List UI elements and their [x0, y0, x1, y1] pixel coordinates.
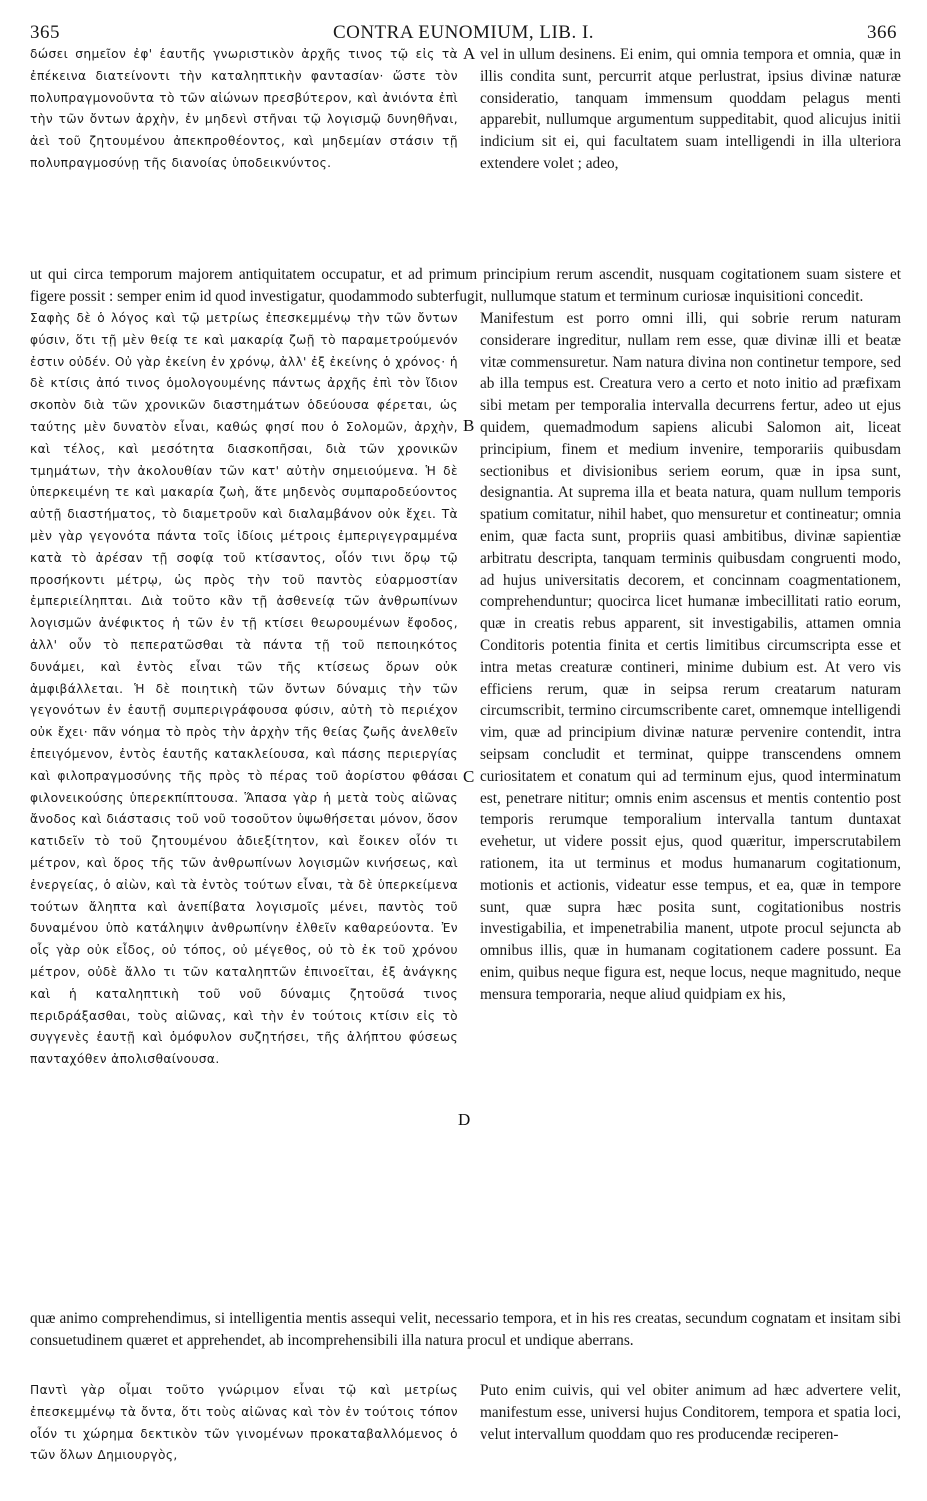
latin-column: vel in ullum desinens. Ei enim, qui omnia tempora et omnia, quæ in illis condita sunt, percurrit atque perlustrat, ipsius divinæ naturæ consideratio, tanquam immensum quoddam pelagus menti apparebit, nullumque argumentum suppeditabit, quod alicujus initii indicium sit ei, qui facultatem suam intelligendi in illa ulteriora extendere volet ; adeo, [480, 46, 901, 172]
margin-letter-a: A [463, 44, 476, 63]
running-title: CONTRA EUNOMIUM, LIB. I. [332, 22, 595, 43]
parallel-block-1 [30, 44, 901, 264]
parallel-block-3 [30, 1380, 901, 1490]
greek-column: Παντὶ γὰρ οἶμαι τοῦτο γνώριμον εἶναι τῷ καὶ μετρίως ἐπεσκεμμένῳ τὰ ὄντα, ὅτι τοὺς αἰῶνας καὶ τὸν ἐν τούτοις τόπον οἷόν τι χώρημα δεκτικὸν τῶν γινομένων προκαταβαλλόμενος ὁ τῶν ὅλων Δημιουργὸς, [30, 1383, 458, 1463]
greek-column: δώσει σημεῖον ἐφ' ἑαυτῆς γνωριστικὸν ἀρχῆς τινος τῷ εἰς τὰ ἐπέκεινα διατείνοντι τὴν καταληπτικὴν φαντασίαν· ὥστε τὸν πολυπραγμονοῦντα τὸ τῶν αἰώνων πρεσβύτερον, καὶ ἀνιόντα ἐπὶ τὴν τῶν ὄντων ἀρχὴν, ἐν μηδενὶ στῆναι τῷ λογισμῷ δυνηθῆναι, ἀεὶ τοῦ ζητουμένου ἀπεκπροθέοντος, καὶ μηδεμίαν στάσιν τῇ πολυπραγμοσύνῃ τῆς διανοίας ὑποδεικνύντος. [30, 47, 458, 170]
full-width-paragraph-1: ut qui circa temporum majorem antiquitatem occupatur, et ad primum principium rerum ascendit, nusquam cogitationem suam sistere et figere possit : semper enim id quod investigatur, quodammodo subterfugit, nullumque statum et terminum curiosæ inquisitioni concedit. [30, 266, 901, 305]
full-width-paragraph-2: quæ animo comprehendimus, si intelligentia mentis assequi velit, necessario tempora, et in his res creatas, secundum cognatam et insitam sibi consuetudinem quæret et apprehendet, ab incomprehensibili illa natura procul et undique aberrans. [30, 1310, 901, 1349]
margin-letter-c: C [463, 767, 475, 786]
parallel-block-2 [30, 308, 901, 1308]
latin-column: Puto enim cuivis, qui vel obiter animum ad hæc advertere velit, manifestum esse, universi hujus Conditorem, tempora et spatia loci, velut intervallum quoddam quo res producendæ reciperen- [480, 1382, 901, 1443]
page-number-left: 365 [30, 22, 60, 43]
greek-column: Σαφὴς δὲ ὁ λόγος καὶ τῷ μετρίως ἐπεσκεμμένῳ τὴν τῶν ὄντων φύσιν, ὅτι τῇ μὲν θείᾳ τε καὶ μακαρίᾳ ζωῇ τὸ παραμετρούμενόν ἐστιν οὐδέν. Οὐ γὰρ ἐκείνη ἐν χρόνῳ, ἀλλ' ἐξ ἐκείνης ὁ χρόνος· ἡ δὲ κτίσις ἀπό τινος ὁμολογουμένης πάντως ἀρχῆς ἐπὶ τὸν ἴδιον σκοπὸν διὰ τῶν χρονικῶν διαστημάτων ὁδεύουσα φέρεται, ὡς ταύτης μὲν δυνατὸν εἶναι, καθώς φησί που ὁ Σολομῶν, ἀρχὴν, καὶ τέλος, καὶ μεσότητα διασκοπῆσαι, διὰ τῶν χρονικῶν τμημάτων, τὴν ἀκολουθίαν τῶν κατ' αὐτὴν σημειούμενα. Ἡ δὲ ὑπερκειμένη τε καὶ μακαρία ζωὴ, ἅτε μηδενὸς συμπαροδεύοντος αὐτῇ διαστήματος, τὸ διαμετροῦν καὶ διαλαμβάνον οὐκ ἔχει. Τὰ μὲν γὰρ γεγονότα πάντα τοῖς ἰδίοις μέτροις ἐμπεριγεγραμμένα κατὰ τὸ ἀρέσαν τῇ σοφίᾳ τοῦ κτίσαντος, οἷόν τινι ὅρῳ τῷ προσήκοντι μέτρῳ, ὡς πρὸς τὴν τοῦ παντὸς εὐαρμοστίαν ἐμπεριείληπται. Διὰ τοῦτο κἂν τῇ ἀσθενείᾳ τῶν ἀνθρωπίνων λογισμῶν ἀνέφικτος ἡ τῶν ἐν τῇ κτίσει θεωρουμένων ἔφοδος, ἀλλ' οὖν τὸ πεπερατῶσθαι τὰ πάντα τῇ τοῦ πεποιηκότος δυνάμει, καὶ ἐντὸς εἶναι τῶν τῆς κτίσεως ὅρων οὐκ ἀμφιβάλλεται. Ἡ δὲ ποιητικὴ τῶν ὄντων δύναμις τὴν τῶν γεγονότων ἐν ἑαυτῇ συμπεριγράφουσα φύσιν, αὐτὴ τὸ περιέχον οὐκ ἔχει· πᾶν νόημα τὸ πρὸς τὴν ἀρχὴν τῆς θείας ζωῆς ἀνελθεῖν ἐπειγόμενον, ἐντὸς ἑαυτῆς κατακλείουσα, καὶ πάσης περιεργίας καὶ φιλοπραγμοσύνης τῆς πρὸς τὸ πέρας τοῦ ἀορίστου φθάσαι φιλονεικούσης ὑπερεκπίπτουσα. Ἅπασα γὰρ ἡ μετὰ τοὺς αἰῶνας ἄνοδος καὶ διάστασις τοῦ νοῦ τοσοῦτον ὑψωθήσεται μόνον, ὅσον κατιδεῖν τὸ τοῦ ζητουμένου ἀδιεξίτητον, καὶ ἔοικεν οἷόν τι μέτρον, καὶ ὅρος τῆς τῶν ἀνθρωπίνων λογισμῶν κινήσεως, καὶ ἐνεργείας, ὁ αἰὼν, καὶ τὰ ἐντὸς τούτων εἶναι, τὰ δὲ ὑπερκείμενα τούτων ἄληπτα καὶ ἀνεπίβατα λογισμοῖς μένει, παντὸς τοῦ δυναμένου ὑπὸ κατάληψιν ἀνθρωπίνην ἐλθεῖν καθαρεύοντα. Ἐν οἷς γὰρ οὐκ εἶδος, οὐ τόπος, οὐ μέγεθος, οὐ τὸ ἐκ τοῦ χρόνου μέτρον, οὐδὲ ἄλλο τι τῶν καταληπτῶν ἐπινοεῖται, ἐξ ἀνάγκης καὶ ἡ καταληπτικὴ τοῦ νοῦ δύναμις ζητοῦσά τινος περιδράξασθαι, τοὺς αἰῶνας, καὶ τὴν ἐν τούτοις κτίσιν εἰς τὸ συγγενὲς ἑαυτῇ καὶ ὁμόφυλον συζητήσει, τῆς ἀλήπτου φύσεως πανταχόθεν ἀπολισθαίνουσα. [30, 311, 458, 1067]
latin-column: Manifestum est porro omni illi, qui sobrie rerum naturam considerare ingreditur, nullam rem esse, quæ divinæ illi et beatæ vitæ commensuretur. Nam natura divina non continetur tempore, sed ab illa tempus est. Creatura vero a certo et noto initio ad præfixam sibi metam per temporalia intervalla decurrens fertur, adeo ut ejus quidem, quemadmodum sapiens alicubi Salomon ait, liceat principium, finem et medium invenire, temporariis quibusdam sectionibus et divisionibus seriem eorum, quæ in ipsa sunt, designantia. At suprema illa et beata natura, quam nullum temporis spatium comitatur, nihil habet, quo mensuretur et contineatur; omnia enim, quæ facta sunt, propriis quasi ambitibus, divinæ sapientiæ arbitratu descripta, tanquam terminis quibusdam congruenti modo, ad hujus universitatis decorem, et concinnam coagmentationem, comprehenduntur; quocirca licet humanæ imbecillitati ratio eorum, quæ in creatis rebus apparent, sit investigabilis, attamen omnia Conditoris potentia finita et certis limitibus circumscripta esse et intra metas creaturæ contineri, minime dubium est. At vero vis efficiens rerum, quæ in seipsa rerum creatarum naturam circumscribit, termino circumscribente caret, omnemque intelligendi vim, quæ ad principium divinæ naturæ pervenire contendit, intra seipsam concludit et terminat, quippe transcendens omnem curiositatem et conatum qui ad terminum ejus, quod interminatum est, penetrare nititur; omnis enim ascensus et mentis contentio post temporis rerumque temporalium intervalla tantum duntaxat evehetur, ut videre possit ejus, quod quæritur, imperscrutabilem rationem, ita ut terminus et modus humanarum cogitationum, motionis et actionis, videatur esse tempus, et ea, quæ in tempore sunt, quæ supra hæc posita sunt, cogitationibus nostris investigabilia, et impenetrabilia manent, utpote procul sejuncta ab omnibus illis, quæ in humanam cogitationem cadere possunt. Ea enim, quibus neque figura est, neque locus, neque magnitudo, neque mensura temporaria, neque aliud quidpiam ex his, [480, 310, 901, 1003]
page-number-right: 366 [867, 22, 897, 43]
margin-letter-d: D [458, 1110, 471, 1129]
margin-letter-b: B [463, 416, 475, 435]
